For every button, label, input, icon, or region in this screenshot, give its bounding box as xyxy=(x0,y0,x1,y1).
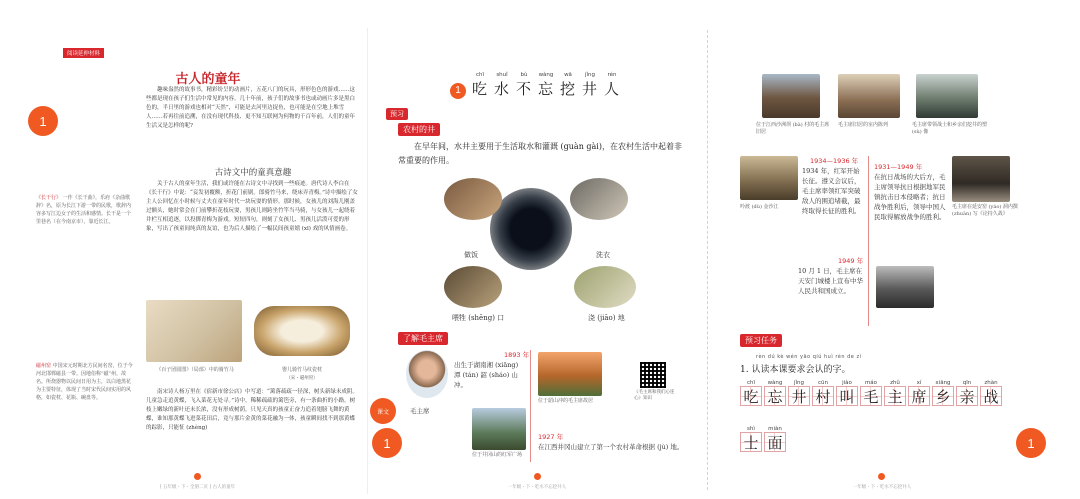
char-pinyin: xiāng xyxy=(935,380,951,386)
char-cell: 主 xyxy=(884,386,906,406)
char-pinyin: xí xyxy=(916,380,922,386)
title-hanzi: 人 xyxy=(603,80,620,98)
year-1949: 1949 年 xyxy=(838,257,864,265)
char-cell: 村 xyxy=(812,386,834,406)
char-cell: 士 xyxy=(740,432,762,452)
char-pinyin: wàng xyxy=(767,380,783,386)
note-text: 一作《长干曲》，乐府《杂曲歌辞》名，原为长江下游一带的民歌，歌辞内容多写江边女子的生活和感情。长干是一个里巷名（在今南京市），靠近长江。 xyxy=(36,195,132,225)
left-page xyxy=(28,28,368,494)
interior-exhibit-image xyxy=(838,74,900,118)
qr-code[interactable] xyxy=(640,362,666,388)
title-char xyxy=(514,72,534,99)
jinggangshan-caption: 位于井冈山的红军广场 xyxy=(472,452,523,458)
title-char xyxy=(536,72,556,99)
page-footer: 一年级・下・吃水不忘挖井人 xyxy=(852,485,912,490)
caption-interior: 毛主席旧居的室内陈列 xyxy=(838,122,889,128)
title-pinyin: shuǐ xyxy=(496,72,508,78)
use-irrigation-label: 浇 (jiāo) 地 xyxy=(588,314,625,322)
title-pinyin: wàng xyxy=(538,72,554,78)
char-pinyin: máo xyxy=(864,380,878,386)
lesson-title xyxy=(450,72,622,99)
title-hanzi: 挖 xyxy=(559,80,576,98)
page-number-dot xyxy=(534,473,541,480)
body-paragraph-1: 关于古人的童年生活，我们或许能在古诗文中寻找到一些痕迹。唐代诗人李白在《长干行》中说：“妾发初覆额，折花门前剧。郎骑竹马来，绕床弄青梅。”诗中描绘了女主人公回忆在小时候与丈夫在童年时代一块玩耍的情形。那时候，女孩儿的刘海儿刚盖过额头，她时常会在门前攀折花枝玩耍，男孩儿则跨坐竹竿当马骑，与女孩儿一起绕着井栏互相追逐，以投掷青梅为游戏。短短四句，则刻了女孩儿、男孩儿活泼可爱的形象，写出了孩童间纯真的友谊，也为后人描绘了一幅民间孩童嬉 (xī) 戏的风情画卷。 xyxy=(146,181,358,232)
use-cooking-label: 做饭 xyxy=(464,251,478,259)
mao-label: 毛主席 xyxy=(410,407,430,415)
year-1934: 1934—1936 年 xyxy=(810,157,859,165)
char-pinyin: miàn xyxy=(768,426,782,432)
mao-portrait xyxy=(406,350,448,398)
section-title: 古诗文中的童真意趣 xyxy=(214,168,292,178)
yanan-cave-image xyxy=(952,156,1010,202)
birth-text: 出生于湖南湘 (xiāng) 潭 (tán) 韶 (sháo) 山冲。 xyxy=(454,361,519,389)
preview-tag: 预习 xyxy=(386,108,408,120)
porcelain-pillow-image xyxy=(254,306,350,356)
note-title: 磁州窑 xyxy=(36,363,52,369)
intro-paragraph: 趣味盎然的故事书，精彩纷呈的动画片，五花八门的玩具，形形色色的游戏……这些都是现在孩子们生活中常见的内容。几十年前，孩子们的故事书也或动画片多是黑白色的，半日里的游戏也相对“天然”，可能是去河里边捉鱼，也可能是在空地上堆雪人……若再往前追溯，在没有现代科技、更不知互联网为何物的千百年前，人们的童年生活又是怎样的呢? xyxy=(146,87,356,129)
jinsha-river-image xyxy=(740,156,798,200)
war-text: 在抗日战场的大后方，毛主席领导抗日根据地军民镇抗击日本侵略者；抗日战争胜利后，领导中国人民取得解放战争的胜利。 xyxy=(874,173,946,221)
note-text: 中国宋元时期北方民间名窑，位于今河北邯郸磁县一带。因地俗称“磁”州，故名。所烧器物以民间日用为主，以白地黑花为主要特征，体现了当时宋代民间实用的风格，如瓷枕、花瓶、碗盘等。 xyxy=(36,363,133,401)
note-title: 《长干行》 xyxy=(36,195,62,201)
middle-page xyxy=(372,28,702,494)
base-text: 在江西井冈山建立了第一个农村革命根据 (jù) 地。 xyxy=(538,443,684,451)
page-footer: 一年级・下・吃水不忘挖井人 xyxy=(507,485,567,490)
prc-text: 10 月 1 日，毛主席在天安门城楼上宣布中华人民共和国成立。 xyxy=(798,267,863,295)
char-pinyin: shì xyxy=(747,426,755,432)
caption-jinsha: 吟渡 (dù) 金沙江 xyxy=(740,204,779,210)
title-char xyxy=(580,72,600,99)
title-char xyxy=(492,72,512,99)
year-1927: 1927 年 xyxy=(538,433,564,441)
jinggangshan-image xyxy=(472,408,526,450)
char-cell: 席 xyxy=(908,386,930,406)
title-pinyin: chī xyxy=(475,72,485,78)
page-number-dot xyxy=(194,473,201,480)
char-cell: 乡 xyxy=(932,386,954,406)
painting-image xyxy=(146,300,242,362)
char-cell: 战 xyxy=(980,386,1002,406)
statue-image xyxy=(916,74,978,118)
char-cell: 面 xyxy=(764,432,786,452)
middle-side-badge[interactable]: 1 xyxy=(372,428,402,458)
fig2-subcaption: （宋・磁州窑） xyxy=(286,376,318,381)
section-banner: 阅读延伸材料 xyxy=(63,48,104,58)
title-pinyin: bù xyxy=(520,72,528,78)
char-cell: 吃 xyxy=(740,386,762,406)
section-mao: 了解毛主席 xyxy=(398,332,448,345)
shazhouba-residence-image xyxy=(762,74,820,118)
right-side-badge[interactable]: 1 xyxy=(1016,428,1046,458)
page-number-dot xyxy=(878,473,885,480)
title-hanzi: 吃 xyxy=(471,80,488,98)
washing-image xyxy=(570,178,628,220)
title-hanzi: 忘 xyxy=(537,80,554,98)
char-pinyin: cūn xyxy=(818,380,828,386)
char-cell: 忘 xyxy=(764,386,786,406)
title-pinyin: wā xyxy=(564,72,572,78)
fig1-caption: 《百子团圆图》（局部）中的骑竹马 xyxy=(156,367,234,373)
lesson-number: 1 xyxy=(450,83,466,99)
residence-caption: 位于韶山冲的毛主席故居 xyxy=(538,398,594,404)
year-1893: 1893 年 xyxy=(504,351,530,359)
timeline-line xyxy=(530,350,531,462)
title-hanzi: 不 xyxy=(515,80,532,98)
use-washing-label: 洗衣 xyxy=(596,251,610,259)
cooking-image xyxy=(444,178,502,220)
fig2-caption: 婴儿骑竹马纹瓷枕 xyxy=(281,367,322,373)
title-char xyxy=(558,72,578,99)
page-spine xyxy=(707,30,708,490)
task-text: 1. 认读本课要求会认的字。 xyxy=(740,365,851,375)
year-1931: 1931—1949 年 xyxy=(874,163,923,171)
char-pinyin: qīn xyxy=(962,380,972,386)
intro-paragraph: 在早年间，水井主要用于生活取水和灌溉 (guàn gài)，在农村生活中起着非常重要的作用。 xyxy=(398,142,682,165)
section-rural-well: 农村的井 xyxy=(398,123,440,136)
char-row-2 xyxy=(740,426,786,452)
char-row-1 xyxy=(740,380,1002,406)
caption-statue: 毛主席带领战士和乡亲们挖井的塑 (sù) 像 xyxy=(912,122,988,135)
irrigation-image xyxy=(574,266,636,308)
lesson-tab[interactable]: 课文 xyxy=(370,398,396,424)
preview-task-tag: 预习任务 xyxy=(740,334,782,347)
caption-yanan: 毛主席在延安窑 (yáo) 洞内撰 (zhuàn) 写《论持久战》 xyxy=(952,204,1018,217)
long-march-text: 1934 年，红军开始长征。遵义会议后，毛主席率领红军突破敌人的围追堵截，最终取得长征的胜利。 xyxy=(802,167,861,215)
note-cizhou xyxy=(36,362,134,402)
well-image xyxy=(490,188,572,270)
note-changganxing xyxy=(36,194,134,226)
page-title: 古人的童年 xyxy=(175,72,241,87)
char-pinyin: chī xyxy=(746,380,756,386)
former-residence-image xyxy=(538,352,602,396)
qr-caption: 《毛主席和我们心连心》知识 xyxy=(634,390,675,401)
caption-residence: 位于江西沙洲坝 (bà) 村的毛主席旧居 xyxy=(756,122,830,135)
title-hanzi: 井 xyxy=(581,80,598,98)
timeline-line xyxy=(868,156,869,326)
title-char xyxy=(602,72,622,99)
char-pinyin: zhàn xyxy=(984,380,998,386)
char-cell: 亲 xyxy=(956,386,978,406)
char-cell: 井 xyxy=(788,386,810,406)
right-page xyxy=(712,28,1052,494)
char-pinyin: jiào xyxy=(842,380,852,386)
title-hanzi: 水 xyxy=(493,80,510,98)
char-pinyin: zhǔ xyxy=(890,380,900,386)
left-side-badge[interactable]: 1 xyxy=(28,106,58,136)
founding-ceremony-image xyxy=(876,266,934,308)
title-char xyxy=(470,72,490,99)
title-pinyin: rén xyxy=(607,72,617,78)
title-pinyin: jǐng xyxy=(584,72,596,78)
livestock-image xyxy=(444,266,502,308)
use-livestock-label: 喂牲 (shēng) 口 xyxy=(452,314,505,322)
page-footer: [ 五年级・下・全册二页 ] 古人的童年 xyxy=(159,485,236,490)
body-paragraph-2: 南宋诗人杨万里在《宿新市徐公店》中写道：“篱落疏疏一径深，树头新绿未成阴。儿童急走追黄蝶，飞入菜花无处寻。”诗中，稀稀疏疏的篱笆旁，有一条曲折的小路。树枝上嫩绿的新叶还未长浓，没有形成树荫。只见天真的孩童正奋力追着翅膀飞舞的黄蝶，谁知那黄蝶飞进菜花田后，竟与那片金黄的菜花融为一体，孩童瞬间找不到那黄蝶的踪影，只能怔 (zhèng) xyxy=(146,389,358,431)
char-pinyin: jǐng xyxy=(793,380,805,386)
char-cell: 叫 xyxy=(836,386,858,406)
task-pinyin: rèn dú kè wén yāo qiú huì rèn de zì xyxy=(756,354,862,360)
char-cell: 毛 xyxy=(860,386,882,406)
